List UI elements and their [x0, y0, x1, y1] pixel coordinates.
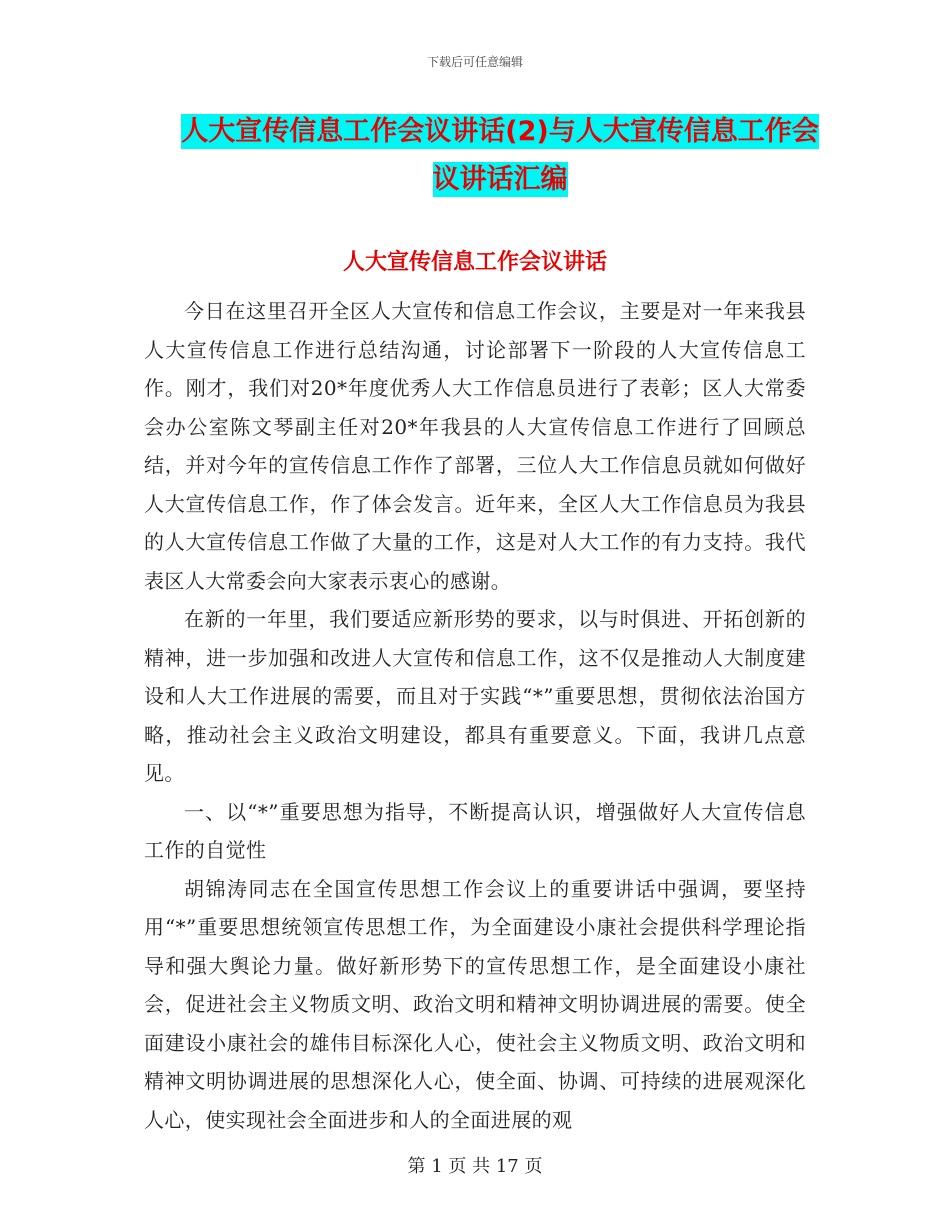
section-title: 人大宣传信息工作会议讲话	[342, 250, 607, 275]
document-title-line-1: 人大宣传信息工作会议讲话(2)与人大宣传信息工作会	[181, 116, 819, 147]
body-text	[144, 292, 806, 1139]
page-number: 第 1 页 共 17 页	[407, 1156, 543, 1177]
page-header: 下载后可任意编辑	[426, 55, 523, 69]
paragraph: 胡锦涛同志在全国宣传思想工作会议上的重要讲话中强调，要坚持用“*”重要思想统领宣传思想工作，为全面建设小康社会提供科学理论指导和强大舆论力量。做好新形势下的宣传思想工作，是全面建设小康社会，促进社会主义物质文明、政治文明和精神文明协调进展的需要。使全面建设小康社会的雄伟目标深化人心，使社会主义物质文明、政治文明和精神文明协调进展的思想深化人心，使全面、协调、可持续的进展观深化人心，使实现社会全面进步和人的全面进展的观	[144, 876, 806, 1132]
paragraph: 今日在这里召开全区人大宣传和信息工作会议，主要是对一年来我县人大宣传信息工作进行总结沟通，讨论部署下一阶段的人大宣传信息工作。刚才，我们对20*年度优秀人大工作信息员进行了表彰；区人大常委会办公室陈文琴副主任对20*年我县的人大宣传信息工作进行了回顾总结，并对今年的宣传信息工作作了部署，三位人大工作信息员就如何做好人大宣传信息工作，作了体会发言。近年来，全区人大工作信息员为我县的人大宣传信息工作做了大量的工作，这是对人大工作的有力支持。我代表区人大常委会向大家表示衷心的感谢。	[144, 299, 806, 593]
paragraph: 在新的一年里，我们要适应新形势的要求，以与时俱进、开拓创新的精神，进一步加强和改进人大宣传和信息工作，这不仅是推动人大制度建设和人大工作进展的需要，而且对于实践“*”重要思想，贯彻依法治国方略，推动社会主义政治文明建设，都具有重要意义。下面，我讲几点意见。	[144, 607, 806, 785]
paragraph: 一、以“*”重要思想为指导，不断提高认识，增强做好人大宣传信息工作的自觉性	[144, 799, 806, 862]
document-title	[140, 108, 860, 204]
document-title-line-2: 议讲话汇编	[432, 164, 568, 195]
